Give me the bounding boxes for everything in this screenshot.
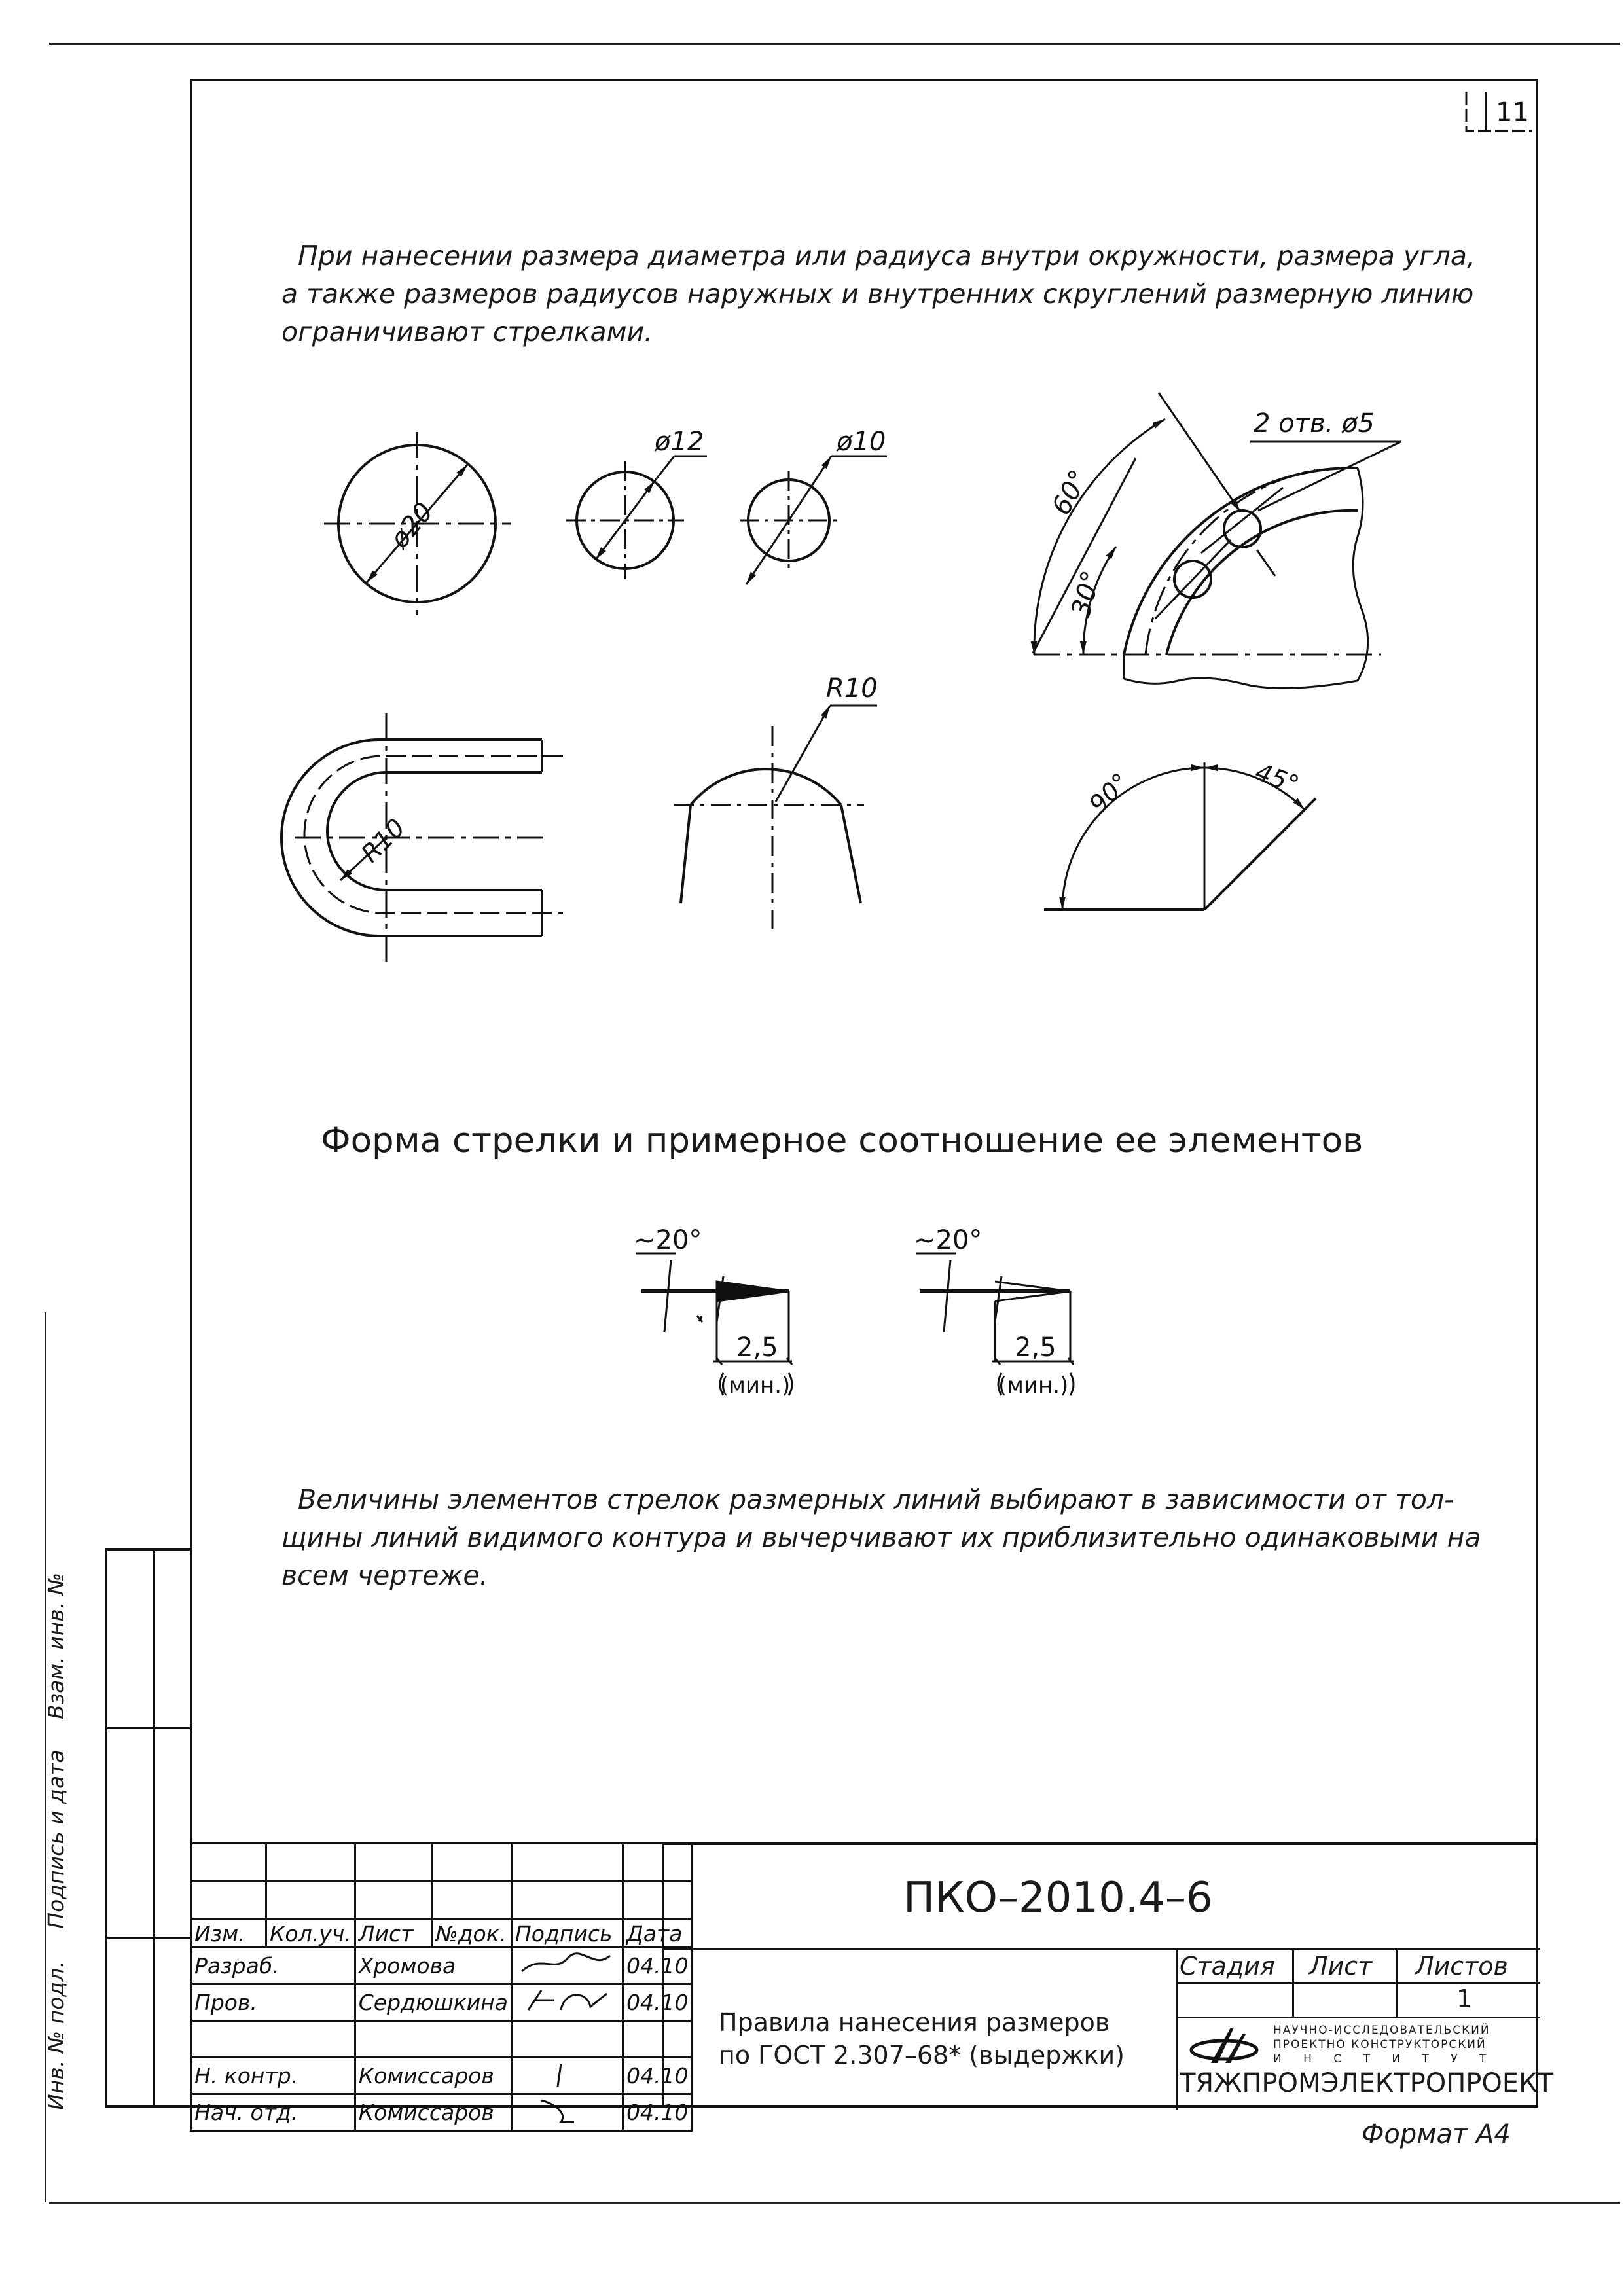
role-5: Нач. отд. (191, 2094, 355, 2131)
role-3 (191, 2021, 355, 2058)
role-4: Н. контр. (191, 2058, 355, 2094)
intro-line-3: ограничивают стрелками. (281, 316, 653, 348)
stamp-vzam: Взам. инв. № (43, 1572, 69, 1720)
hdr-data: Дата (623, 1920, 691, 1948)
hdr-podpis: Подпись (511, 1920, 623, 1948)
date-4: 04.10 (623, 2058, 691, 2094)
arrow-min-1: (мин.) (720, 1372, 791, 1399)
org-name: ТЯЖПРОМЭЛЕКТРОПРОЕКТ (1180, 2068, 1554, 2098)
label-d12: ø12 (655, 427, 704, 457)
label-d20: ø20 (384, 497, 440, 554)
name-1: Хромова (355, 1948, 511, 1984)
label-90: 90° (1083, 767, 1135, 819)
role-1: Разраб. (191, 1948, 355, 1984)
arrow-filled (717, 1282, 789, 1301)
u-shape-inner (327, 772, 542, 890)
arrow-note-line-3: всем чертеже. (281, 1560, 488, 1591)
name-5: Комиссаров (355, 2094, 511, 2131)
label-r10-dome: R10 (826, 673, 878, 704)
doc-title-line-2: по ГОСТ 2.307–68* (выдержки) (719, 2041, 1125, 2070)
org-logo-icon (1185, 2022, 1270, 2068)
signature-4 (511, 2058, 623, 2094)
arrow-min-2: (мин.) (998, 1372, 1069, 1399)
date-5: 04.10 (623, 2094, 691, 2131)
sheets-label: Листов (1415, 1952, 1508, 1981)
arrow-note-line-2: щины линий видимого контура и вычерчивают их приблизительно одинаковыми на (281, 1522, 1481, 1553)
signature-1 (511, 1948, 623, 1984)
stage-label: Стадия (1180, 1952, 1275, 1981)
date-1: 04.10 (623, 1948, 691, 1984)
hdr-izm: Изм. (191, 1920, 266, 1948)
bottom-rule (49, 2202, 1620, 2204)
hdr-ndok: №док. (432, 1920, 512, 1948)
name-3 (355, 2021, 511, 2058)
signature-2 (511, 1984, 623, 2021)
name-4: Комиссаров (355, 2058, 511, 2094)
angle-45-line (1204, 798, 1316, 910)
org-line-2: ПРОЕКТНО КОНСТРУКТОРСКИЙ (1273, 2038, 1487, 2051)
hdr-list: Лист (355, 1920, 432, 1948)
arrow-len-2: 2,5 (1015, 1333, 1056, 1363)
name-2: Сердюшкина (355, 1984, 511, 2021)
arrow-note-line-1: Величины элементов стрелок размерных линий выбирают в зависимости от тол- (298, 1484, 1454, 1515)
angle-60-arc (1034, 419, 1165, 655)
sheet-label: Лист (1309, 1952, 1373, 1981)
stamp-podpis: Подпись и дата (43, 1749, 69, 1929)
intro-line-2: а также размеров радиусов наружных и внутренних скруглений размерную линию (281, 278, 1474, 310)
sheets-value: 1 (1456, 1984, 1473, 2013)
format-label: Формат А4 (1362, 2119, 1511, 2149)
doc-title-line-1: Правила нанесения размеров (719, 2008, 1110, 2037)
title-block-signatures (190, 1842, 693, 2132)
role-2: Пров. (191, 1984, 355, 2021)
signature-5 (511, 2094, 623, 2131)
org-line-1: НАУЧНО-ИССЛЕДОВАТЕЛЬСКИЙ (1273, 2024, 1490, 2037)
label-d10: ø10 (837, 427, 886, 457)
label-30: 30° (1066, 567, 1108, 620)
page-number: 11 (1496, 98, 1529, 128)
date-2: 04.10 (623, 1984, 691, 2021)
intro-line-1: При нанесении размера диаметра или радиуса внутри окружности, размера угла, (298, 240, 1476, 272)
label-45: 45° (1251, 757, 1303, 800)
arrow-angle-1: ~20° (634, 1225, 702, 1255)
flange-inner-arc (1166, 511, 1358, 655)
org-line-3: И Н С Т И Т У Т (1273, 2053, 1496, 2066)
arrow-len-1: 2,5 (736, 1333, 778, 1363)
label-holes: 2 отв. ø5 (1254, 408, 1375, 439)
label-60: 60° (1046, 465, 1095, 520)
doc-code: ПКО–2010.4–6 (903, 1874, 1213, 1922)
flange-outer-arc (1124, 468, 1358, 655)
hdr-kol: Кол.уч. (266, 1920, 355, 1948)
stamp-inv: Инв. № подл. (43, 1961, 69, 2110)
label-r10-u: R10 (355, 813, 411, 869)
arrow-shape-title: Форма стрелки и примерное соотношение ее элементов (321, 1121, 1363, 1160)
side-stamp (105, 1548, 192, 2108)
arrow-angle-2: ~20° (914, 1225, 983, 1255)
dome-profile (691, 769, 841, 805)
arrow-shape-figures (589, 1191, 1113, 1440)
